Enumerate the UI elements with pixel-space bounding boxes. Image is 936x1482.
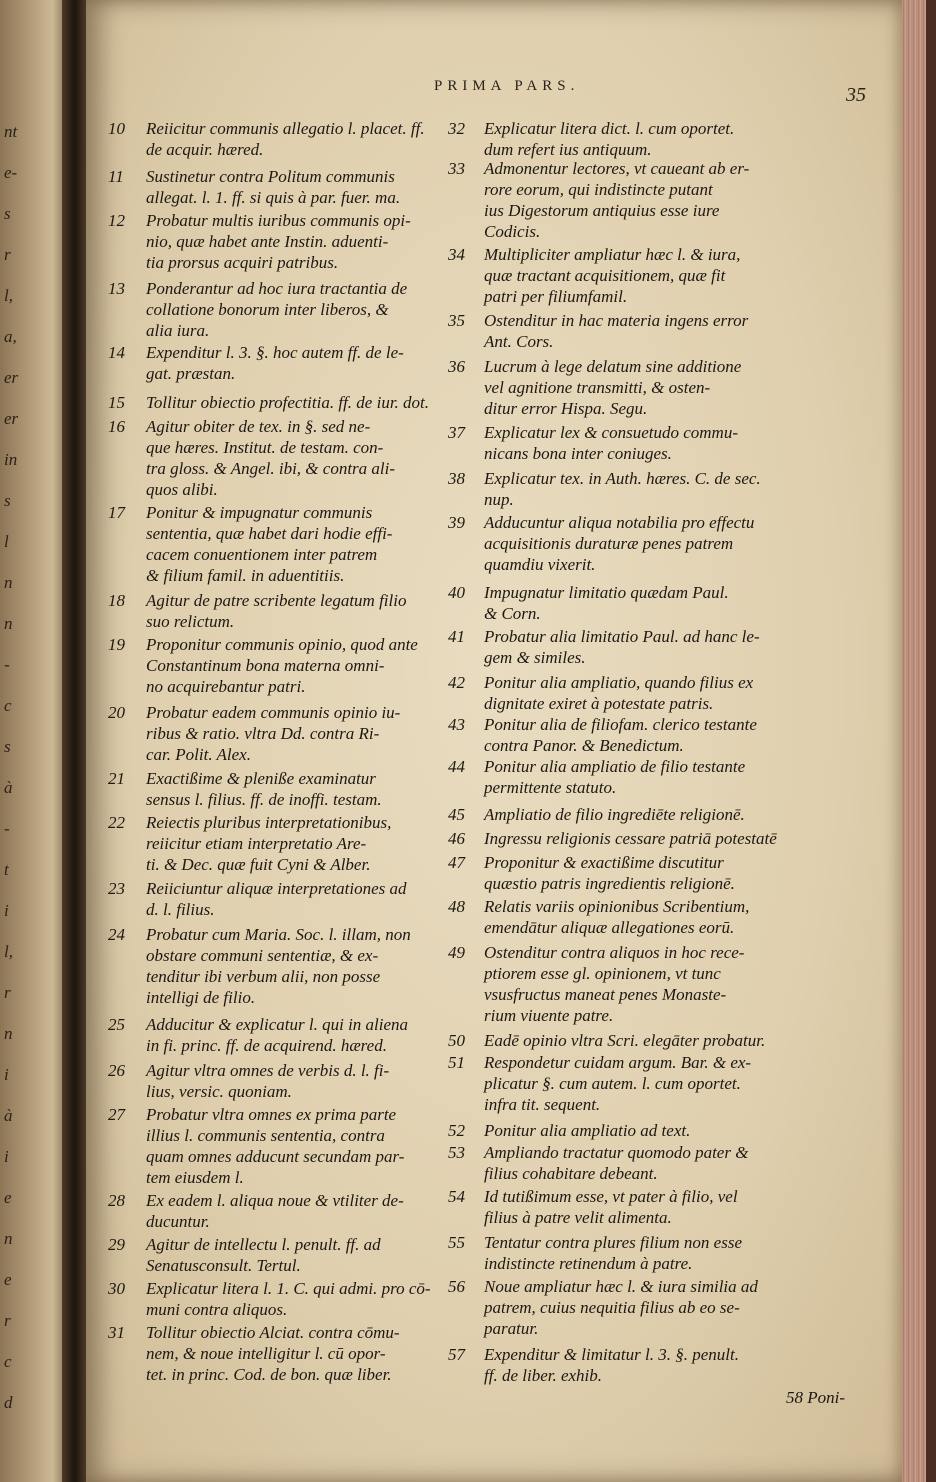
entry-text: Agitur obiter de tex. in §. sed ne- que hæres. Institut. de testam. con- tra gloss. & Angel. ibi, & contra ali- quos alibi. xyxy=(146,417,396,499)
entry-number: 42 xyxy=(448,673,465,692)
facing-page-fragment: s xyxy=(4,491,11,510)
entry-number: 57 xyxy=(448,1345,465,1364)
entry-text: Proponitur communis opinio, quod ante Constantinum bona materna omni- no acquirebantur patri. xyxy=(146,635,418,696)
entry-text: Exactißime & pleniße examinatur sensus l. filius. ff. de inoffi. testam. xyxy=(146,769,382,809)
entry-number: 51 xyxy=(448,1053,465,1072)
facing-page-fragment: i xyxy=(4,1147,9,1166)
entry-number: 56 xyxy=(448,1277,465,1296)
entry-text: Reiicitur communis allegatio l. placet. ff. de acquir. hæred. xyxy=(146,119,425,159)
entry-number: 41 xyxy=(448,627,465,646)
entry-number: 48 xyxy=(448,897,465,916)
entry-number: 44 xyxy=(448,757,465,776)
facing-page-fragment: t xyxy=(4,860,9,879)
entry-text: Explicatur litera dict. l. cum oportet. dum refert ius antiquum. xyxy=(484,119,735,159)
facing-page-fragment: s xyxy=(4,204,11,223)
entry-number: 12 xyxy=(108,211,125,230)
facing-page-fragment: er xyxy=(4,409,19,428)
entry-number: 17 xyxy=(108,503,125,522)
entry-number: 40 xyxy=(448,583,465,602)
facing-page-edge xyxy=(0,0,70,1482)
entry-text: Ostenditur in hac materia ingens error Ant. Cors. xyxy=(484,311,749,351)
facing-page-fragment: e- xyxy=(4,163,18,182)
entry-number: 54 xyxy=(448,1187,465,1206)
entry-number: 10 xyxy=(108,119,125,138)
entry-text: Ponderantur ad hoc iura tractantia de collatione bonorum inter liberos, & alia iura. xyxy=(146,279,408,340)
entry-number: 43 xyxy=(448,715,465,734)
entry-text: Agitur de patre scribente legatum filio suo relictum. xyxy=(146,591,407,631)
facing-page-fragment: l, xyxy=(4,286,13,305)
entry-text: Expenditur & limitatur l. 3. §. penult. ff. de liber. exhib. xyxy=(484,1345,739,1385)
entry-text: Explicatur lex & consuetudo commu- nicans bona inter coniuges. xyxy=(484,423,738,463)
entry-number: 15 xyxy=(108,393,125,412)
facing-page-fragment: n xyxy=(4,1229,13,1248)
entry-text: Agitur vltra omnes de verbis d. l. fi- lius, versic. quoniam. xyxy=(146,1061,390,1101)
facing-page-fragment: i xyxy=(4,901,9,920)
entry-text: Sustinetur contra Politum communis allegat. l. 1. ff. si quis à par. fuer. ma. xyxy=(146,167,401,207)
facing-page-fragment: r xyxy=(4,245,11,264)
facing-page-fragment: - xyxy=(4,655,10,674)
entry-text: Ponitur alia ampliatio de filio testante permittente statuto. xyxy=(484,757,746,797)
entry-text: Tollitur obiectio profectitia. ff. de iur. dot. xyxy=(146,393,430,412)
facing-page-fragment: - xyxy=(4,819,10,838)
entry-number: 16 xyxy=(108,417,125,436)
entry-text: Adducuntur aliqua notabilia pro effectu acquisitionis duraturæ penes patrem quamdiu vixerit. xyxy=(484,513,755,574)
entry-text: Ponitur alia ampliatio, quando filius ex dignitate exiret à potestate patris. xyxy=(484,673,754,713)
entry-text: Proponitur & exactißime discutitur quæstio patris ingredientis religionē. xyxy=(484,853,735,893)
entry-number: 36 xyxy=(448,357,465,376)
entry-number: 13 xyxy=(108,279,125,298)
facing-page-fragment: l, xyxy=(4,942,13,961)
facing-page-fragment: c xyxy=(4,1352,12,1371)
entry-text: Ex eadem l. aliqua noue & vtiliter de- ducuntur. xyxy=(146,1191,404,1231)
entry-text: Ostenditur contra aliquos in hoc rece- ptiorem esse gl. opinionem, vt tunc vsusfructus maneat penes Monaste- rium viuente patre. xyxy=(484,943,745,1025)
entry-text: Probatur alia limitatio Paul. ad hanc le- gem & similes. xyxy=(484,627,760,667)
entry-number: 14 xyxy=(108,343,125,362)
entry-number: 32 xyxy=(448,119,465,138)
entry-number: 28 xyxy=(108,1191,125,1210)
entry-number: 11 xyxy=(108,167,124,186)
entry-number: 21 xyxy=(108,769,125,788)
entry-text: Expenditur l. 3. §. hoc autem ff. de le- gat. præstan. xyxy=(146,343,404,383)
entry-text: Probatur vltra omnes ex prima parte illius l. communis sententia, contra quam omnes adducunt secundam par- tem eiusdem l. xyxy=(146,1105,405,1187)
facing-page-fragment: in xyxy=(4,450,18,469)
facing-page-fragment: à xyxy=(4,778,13,797)
entry-number: 49 xyxy=(448,943,465,962)
entry-text: Eadē opinio vltra Scri. elegāter probatur. xyxy=(484,1031,766,1050)
entry-text: Tollitur obiectio Alciat. contra cōmu- nem, & noue intelligitur l. cū opor- tet. in princ. Cod. de bon. quæ liber. xyxy=(146,1323,400,1384)
entry-number: 38 xyxy=(448,469,465,488)
entry-number: 23 xyxy=(108,879,125,898)
entry-number: 47 xyxy=(448,853,465,872)
facing-page-fragment: n xyxy=(4,573,13,592)
entry-number: 55 xyxy=(448,1233,465,1252)
facing-page-fragment: d xyxy=(4,1393,13,1412)
entry-number: 50 xyxy=(448,1031,465,1050)
entry-number: 24 xyxy=(108,925,125,944)
entry-number: 20 xyxy=(108,703,125,722)
entry-number: 35 xyxy=(448,311,465,330)
page-edges xyxy=(902,0,936,1482)
entry-text: Probatur eadem communis opinio iu- ribus & ratio. vltra Dd. contra Ri- car. Polit. Alex. xyxy=(146,703,401,764)
facing-page-fragment: er xyxy=(4,368,19,387)
entry-number: 29 xyxy=(108,1235,125,1254)
facing-page-fragment: s xyxy=(4,737,11,756)
entry-number: 45 xyxy=(448,805,465,824)
facing-page-fragment: i xyxy=(4,1065,9,1084)
entry-text: Ingressu religionis cessare patriā potestatē xyxy=(484,829,777,848)
facing-page-fragment: n xyxy=(4,614,13,633)
entry-number: 19 xyxy=(108,635,125,654)
entry-text: Respondetur cuidam argum. Bar. & ex- plicatur §. cum autem. l. cum oportet. infra tit. sequent. xyxy=(484,1053,752,1114)
entry-number: 22 xyxy=(108,813,125,832)
running-head: PRIMA PARS. xyxy=(434,78,580,94)
page-number: 35 xyxy=(846,84,866,106)
entry-text: Relatis variis opinionibus Scribentium, emendātur aliquæ allegationes eorū. xyxy=(484,897,750,937)
entry-text: Probatur multis iuribus communis opi- nio, quæ habet ante Instin. aduenti- tia prorsus acquiri patribus. xyxy=(146,211,411,272)
facing-page-fragment: r xyxy=(4,1311,11,1330)
entry-number: 31 xyxy=(108,1323,125,1342)
entry-number: 46 xyxy=(448,829,465,848)
entry-number: 25 xyxy=(108,1015,125,1034)
entry-text: Explicatur tex. in Auth. hæres. C. de sec. nup. xyxy=(484,469,761,509)
facing-page-fragment: c xyxy=(4,696,12,715)
facing-page-fragment: e xyxy=(4,1270,12,1289)
entry-text: Id tutißimum esse, vt pater à filio, vel filius à patre velit alimenta. xyxy=(484,1187,738,1227)
entry-number: 34 xyxy=(448,245,465,264)
entry-number: 26 xyxy=(108,1061,125,1080)
entry-number: 39 xyxy=(448,513,465,532)
entry-text: Ponitur alia ampliatio ad text. xyxy=(484,1121,691,1140)
entry-text: Ampliando tractatur quomodo pater & filius cohabitare debeant. xyxy=(484,1143,749,1183)
facing-page-fragment: a, xyxy=(4,327,17,346)
book-page xyxy=(86,0,902,1482)
entry-text: Probatur cum Maria. Soc. l. illam, non obstare communi sententiæ, & ex- tenditur ibi verbum alii, non posse intelligi de filio. xyxy=(146,925,411,1007)
entry-number: 30 xyxy=(108,1279,125,1298)
entry-number: 53 xyxy=(448,1143,465,1162)
entry-text: Noue ampliatur hæc l. & iura similia ad patrem, cuius nequitia filius ab eo se- paratur. xyxy=(484,1277,758,1338)
facing-page-fragment: e xyxy=(4,1188,12,1207)
entry-number: 52 xyxy=(448,1121,465,1140)
entry-text: Agitur de intellectu l. penult. ff. ad Senatusconsult. Tertul. xyxy=(146,1235,381,1275)
entry-number: 37 xyxy=(448,423,465,442)
facing-page-fragment: nt xyxy=(4,122,18,141)
entry-text: Adducitur & explicatur l. qui in aliena in fi. princ. ff. de acquirend. hæred. xyxy=(146,1015,409,1055)
entry-text: Ampliatio de filio ingrediēte religionē. xyxy=(484,805,745,824)
entry-number: 27 xyxy=(108,1105,125,1124)
entry-text: Admonentur lectores, vt caueant ab er- rore eorum, qui indistincte putant ius Digestorum antiquius esse iure Codicis. xyxy=(484,159,750,241)
facing-page-fragment: l xyxy=(4,532,9,551)
entry-text: Ponitur & impugnatur communis sententia, quæ habet dari hodie effi- cacem conuentionem inter patrem & filium famil. in aduentitiis. xyxy=(146,503,393,585)
entry-number: 18 xyxy=(108,591,125,610)
entry-text: Ponitur alia de filiofam. clerico testante contra Panor. & Benedictum. xyxy=(484,715,757,755)
entry-text: Multipliciter ampliatur hæc l. & iura, quæ tractant acquisitionem, quæ fit patri per filiumfamil. xyxy=(484,245,741,306)
entry-text: Reiiciuntur aliquæ interpretationes ad d. l. filius. xyxy=(146,879,407,919)
facing-page-fragment: r xyxy=(4,983,11,1002)
entry-text: Lucrum à lege delatum sine additione vel agnitione transmitti, & osten- ditur error Hispa. Segu. xyxy=(484,357,742,418)
entry-text: Impugnatur limitatio quædam Paul. & Corn. xyxy=(484,583,729,623)
entry-text: Tentatur contra plures filium non esse indistincte retinendum à patre. xyxy=(484,1233,742,1273)
entry-text: Reiectis pluribus interpretationibus, reiicitur etiam interpretatio Are- ti. & Dec. quæ fuit Cyni & Alber. xyxy=(146,813,392,874)
entry-text: Explicatur litera l. 1. C. qui admi. pro cō- muni contra aliquos. xyxy=(146,1279,431,1319)
entry-number: 33 xyxy=(448,159,465,178)
facing-page-fragment: n xyxy=(4,1024,13,1043)
catchword: 58 Poni- xyxy=(786,1388,846,1407)
facing-page-fragment: à xyxy=(4,1106,13,1125)
